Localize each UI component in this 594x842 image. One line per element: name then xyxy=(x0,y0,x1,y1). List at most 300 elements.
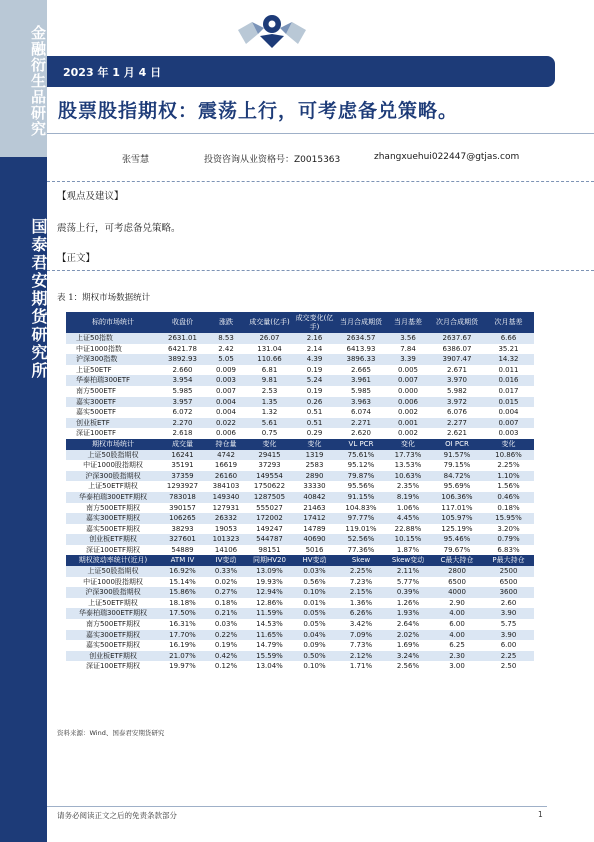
table-cell: 6.00 xyxy=(431,619,483,630)
column-header: 期权波动率统计(近月) xyxy=(66,555,160,566)
table-cell: 0.011 xyxy=(483,365,534,376)
table-cell: 3.961 xyxy=(337,375,385,386)
table-cell: 16.19% xyxy=(160,640,205,651)
table-cell: 0.46% xyxy=(483,492,534,503)
column-header: 期权市场统计 xyxy=(66,439,160,450)
table-cell: 4.00 xyxy=(431,630,483,641)
table-row xyxy=(66,619,534,630)
table-cell: 0.022 xyxy=(205,418,247,429)
table-cell: 5.985 xyxy=(337,386,385,397)
column-header: 成交量(亿手) xyxy=(247,312,292,333)
table-cell: 7.09% xyxy=(337,630,385,641)
column-header: OI PCR xyxy=(431,439,483,450)
table-cell: 0.75 xyxy=(247,428,292,439)
table-cell: 95.46% xyxy=(431,534,483,545)
table-cell: 17.50% xyxy=(160,608,205,619)
row-label: 上证50ETF期权 xyxy=(66,598,160,609)
table-cell: 2800 xyxy=(431,566,483,577)
table-row xyxy=(66,503,534,514)
column-header: HV变动 xyxy=(292,555,337,566)
table-cell: 119.01% xyxy=(337,524,385,535)
table-cell: 4.39 xyxy=(292,354,337,365)
table-cell: 3907.47 xyxy=(431,354,483,365)
table-cell: 18.18% xyxy=(160,598,205,609)
table-cell: 0.19% xyxy=(205,640,247,651)
table-cell: 172002 xyxy=(247,513,292,524)
table-cell: 4000 xyxy=(431,587,483,598)
options-data-table xyxy=(66,312,534,672)
table-cell: 0.19 xyxy=(292,386,337,397)
table-row xyxy=(66,577,534,588)
table-cell: 8.53 xyxy=(205,333,247,344)
table-cell: 19.93% xyxy=(247,577,292,588)
table-row xyxy=(66,598,534,609)
table-cell: 15.86% xyxy=(160,587,205,598)
table-row xyxy=(66,354,534,365)
table-cell: 16619 xyxy=(205,460,247,471)
table-cell: 544787 xyxy=(247,534,292,545)
table-cell: 2.42 xyxy=(205,344,247,355)
column-header: 标的市场统计 xyxy=(66,312,160,333)
row-label: 嘉实500ETF期权 xyxy=(66,524,160,535)
table-cell: 7.23% xyxy=(337,577,385,588)
table-row xyxy=(66,481,534,492)
table-cell: 0.007 xyxy=(483,418,534,429)
table-cell: 2583 xyxy=(292,460,337,471)
table-cell: 127931 xyxy=(205,503,247,514)
table-cell: 783018 xyxy=(160,492,205,503)
sidebar xyxy=(0,0,47,842)
table-row xyxy=(66,471,534,482)
table-row xyxy=(66,397,534,408)
table-cell: 2.618 xyxy=(160,428,205,439)
column-header: IV变动 xyxy=(205,555,247,566)
column-header: C最大持仓 xyxy=(431,555,483,566)
table-cell: 5.985 xyxy=(160,386,205,397)
table-cell: 37359 xyxy=(160,471,205,482)
table-cell: 5.77% xyxy=(385,577,431,588)
table-cell: 1319 xyxy=(292,450,337,461)
table-cell: 40842 xyxy=(292,492,337,503)
table-cell: 2637.67 xyxy=(431,333,483,344)
table-cell: 3.970 xyxy=(431,375,483,386)
column-header: 持仓量 xyxy=(205,439,247,450)
table-cell: 1.71% xyxy=(337,661,385,672)
table-cell: 0.016 xyxy=(483,375,534,386)
table-cell: 0.006 xyxy=(385,397,431,408)
table-cell: 5.24 xyxy=(292,375,337,386)
row-label: 嘉实500ETF期权 xyxy=(66,640,160,651)
table-cell: 2.53 xyxy=(247,386,292,397)
table-cell: 0.03% xyxy=(292,566,337,577)
table-cell: 6.83% xyxy=(483,545,534,556)
table-cell: 6.26% xyxy=(337,608,385,619)
table-row xyxy=(66,587,534,598)
section-divider xyxy=(47,270,594,271)
table-cell: 97.77% xyxy=(337,513,385,524)
table-cell: 0.000 xyxy=(385,386,431,397)
table-cell: 75.61% xyxy=(337,450,385,461)
table-cell: 15.59% xyxy=(247,651,292,662)
table-cell: 1.56% xyxy=(483,481,534,492)
table-row xyxy=(66,428,534,439)
table-cell: 2.271 xyxy=(337,418,385,429)
column-header: 次月基差 xyxy=(483,312,534,333)
table-cell: 0.26 xyxy=(292,397,337,408)
table-cell: 26160 xyxy=(205,471,247,482)
table-cell: 6386.07 xyxy=(431,344,483,355)
table-cell: 6421.78 xyxy=(160,344,205,355)
table-cell: 13.04% xyxy=(247,661,292,672)
table-header-row xyxy=(66,439,534,450)
table-cell: 14.32 xyxy=(483,354,534,365)
table-cell: 84.72% xyxy=(431,471,483,482)
title-divider xyxy=(47,133,594,134)
table-cell: 21463 xyxy=(292,503,337,514)
row-label: 深证100ETF期权 xyxy=(66,545,160,556)
table-cell: 54889 xyxy=(160,545,205,556)
table-cell: 1.69% xyxy=(385,640,431,651)
row-label: 沪深300指数 xyxy=(66,354,160,365)
table-cell: 3.972 xyxy=(431,397,483,408)
table-cell: 79.15% xyxy=(431,460,483,471)
table-cell: 0.005 xyxy=(385,365,431,376)
table-cell: 2.56% xyxy=(385,661,431,672)
table-cell: 384103 xyxy=(205,481,247,492)
table-cell: 19.97% xyxy=(160,661,205,672)
table-cell: 327601 xyxy=(160,534,205,545)
table-cell: 3.963 xyxy=(337,397,385,408)
table-cell: 2.621 xyxy=(431,428,483,439)
page-number: 1 xyxy=(538,810,543,819)
report-date: 2023 年 1 月 4 日 xyxy=(63,66,162,79)
footer-divider xyxy=(47,806,547,807)
table-cell: 5.05 xyxy=(205,354,247,365)
author-email[interactable]: zhangxuehui022447@gtjas.com xyxy=(374,152,520,162)
table-cell: 14106 xyxy=(205,545,247,556)
table-cell: 2.02% xyxy=(385,630,431,641)
row-label: 南方500ETF xyxy=(66,386,160,397)
table-cell: 0.009 xyxy=(205,365,247,376)
table-cell: 0.19 xyxy=(292,365,337,376)
table-cell: 2.277 xyxy=(431,418,483,429)
table-cell: 106265 xyxy=(160,513,205,524)
table-cell: 2.60 xyxy=(483,598,534,609)
table-cell: 117.01% xyxy=(431,503,483,514)
row-label: 嘉实300ETF xyxy=(66,397,160,408)
table-cell: 91.57% xyxy=(431,450,483,461)
table-cell: 1.32 xyxy=(247,407,292,418)
table-row xyxy=(66,460,534,471)
table-cell: 2.665 xyxy=(337,365,385,376)
table-cell: 5.982 xyxy=(431,386,483,397)
table-cell: 2.30 xyxy=(431,651,483,662)
table-cell: 35191 xyxy=(160,460,205,471)
table-cell: 17.73% xyxy=(385,450,431,461)
section-divider xyxy=(47,181,594,182)
page-title: 股票股指期权：震荡上行，可考虑备兑策略。 xyxy=(58,100,459,122)
table-cell: 26.07 xyxy=(247,333,292,344)
table-cell: 149554 xyxy=(247,471,292,482)
row-label: 上证50股指期权 xyxy=(66,450,160,461)
table-cell: 10.63% xyxy=(385,471,431,482)
table-cell: 0.01% xyxy=(292,598,337,609)
table-cell: 11.65% xyxy=(247,630,292,641)
table-cell: 0.05% xyxy=(292,608,337,619)
table-cell: 15.95% xyxy=(483,513,534,524)
table-row xyxy=(66,365,534,376)
table-cell: 2.12% xyxy=(337,651,385,662)
table-cell: 101323 xyxy=(205,534,247,545)
table-row xyxy=(66,524,534,535)
table-cell: 131.04 xyxy=(247,344,292,355)
table-cell: 35.21 xyxy=(483,344,534,355)
row-label: 中证1000指数 xyxy=(66,344,160,355)
row-label: 上证50ETF期权 xyxy=(66,481,160,492)
table-cell: 26332 xyxy=(205,513,247,524)
table-cell: 38293 xyxy=(160,524,205,535)
column-header: P最大持仓 xyxy=(483,555,534,566)
table-row xyxy=(66,344,534,355)
table-cell: 91.15% xyxy=(337,492,385,503)
table-cell: 3.20% xyxy=(483,524,534,535)
table-cell: 7.73% xyxy=(337,640,385,651)
table-cell: 0.18% xyxy=(205,598,247,609)
table-cell: 0.004 xyxy=(205,397,247,408)
author-name: 张雪慧 xyxy=(122,155,150,165)
table-cell: 105.97% xyxy=(431,513,483,524)
column-header: 当月基差 xyxy=(385,312,431,333)
table-cell: 0.10% xyxy=(292,661,337,672)
row-label: 沪深300股指期权 xyxy=(66,587,160,598)
table-cell: 6413.93 xyxy=(337,344,385,355)
table-cell: 4.45% xyxy=(385,513,431,524)
table-cell: 0.21% xyxy=(205,608,247,619)
table-cell: 3892.93 xyxy=(160,354,205,365)
table-cell: 14.53% xyxy=(247,619,292,630)
table-cell: 0.22% xyxy=(205,630,247,641)
table-cell: 0.003 xyxy=(483,428,534,439)
column-header: 成交量 xyxy=(160,439,205,450)
table-row xyxy=(66,608,534,619)
column-header: ATM IV xyxy=(160,555,205,566)
table-cell: 2.16 xyxy=(292,333,337,344)
table-cell: 77.36% xyxy=(337,545,385,556)
author-license: 投资咨询从业资格号：Z0015363 xyxy=(204,155,341,165)
table-cell: 98151 xyxy=(247,545,292,556)
table-row xyxy=(66,661,534,672)
table-cell: 6.00 xyxy=(483,640,534,651)
table-cell: 2.11% xyxy=(385,566,431,577)
table-cell: 149247 xyxy=(247,524,292,535)
table-cell: 0.03% xyxy=(205,619,247,630)
table-cell: 52.56% xyxy=(337,534,385,545)
table-cell: 3.56 xyxy=(385,333,431,344)
table-cell: 3.90 xyxy=(483,630,534,641)
table-cell: 0.001 xyxy=(385,418,431,429)
row-label: 嘉实300ETF期权 xyxy=(66,513,160,524)
table-cell: 9.81 xyxy=(247,375,292,386)
table-cell: 21.07% xyxy=(160,651,205,662)
table-row xyxy=(66,534,534,545)
table-cell: 2.25 xyxy=(483,651,534,662)
row-label: 上证50指数 xyxy=(66,333,160,344)
source-note: 资料来源：Wind、国泰君安期货研究 xyxy=(57,729,165,737)
table-cell: 6.072 xyxy=(160,407,205,418)
body-heading: 【正文】 xyxy=(57,253,96,264)
table-cell: 1293927 xyxy=(160,481,205,492)
table-cell: 0.006 xyxy=(205,428,247,439)
table-cell: 0.42% xyxy=(205,651,247,662)
table-cell: 2.620 xyxy=(337,428,385,439)
table-cell: 1287505 xyxy=(247,492,292,503)
table-cell: 10.15% xyxy=(385,534,431,545)
table-row xyxy=(66,651,534,662)
views-heading: 【观点及建议】 xyxy=(57,191,124,202)
table-cell: 3.957 xyxy=(160,397,205,408)
table-cell: 6.66 xyxy=(483,333,534,344)
table-cell: 2.671 xyxy=(431,365,483,376)
table-row xyxy=(66,407,534,418)
table-row xyxy=(66,375,534,386)
table-cell: 1.93% xyxy=(385,608,431,619)
table-cell: 8.19% xyxy=(385,492,431,503)
table-cell: 1750622 xyxy=(247,481,292,492)
column-header: 变化 xyxy=(385,439,431,450)
column-header: 成交变化(亿手) xyxy=(292,312,337,333)
table-cell: 390157 xyxy=(160,503,205,514)
table-cell: 106.36% xyxy=(431,492,483,503)
column-header: 当月合成期货 xyxy=(337,312,385,333)
table-cell: 2.660 xyxy=(160,365,205,376)
table-cell: 5.75 xyxy=(483,619,534,630)
table-cell: 5016 xyxy=(292,545,337,556)
table-cell: 22.88% xyxy=(385,524,431,535)
table-cell: 0.51 xyxy=(292,418,337,429)
table-cell: 17.70% xyxy=(160,630,205,641)
table-cell: 3.39 xyxy=(385,354,431,365)
column-header: 涨跌 xyxy=(205,312,247,333)
table-cell: 0.56% xyxy=(292,577,337,588)
table-cell: 0.05% xyxy=(292,619,337,630)
table-row xyxy=(66,386,534,397)
table-cell: 37293 xyxy=(247,460,292,471)
table-cell: 2.35% xyxy=(385,481,431,492)
table-header-row xyxy=(66,555,534,566)
table-cell: 2.15% xyxy=(337,587,385,598)
table-cell: 16.31% xyxy=(160,619,205,630)
row-label: 深证100ETF期权 xyxy=(66,661,160,672)
table-cell: 2.50 xyxy=(483,661,534,672)
table-cell: 3.954 xyxy=(160,375,205,386)
row-label: 沪深300股指期权 xyxy=(66,471,160,482)
table-cell: 1.26% xyxy=(385,598,431,609)
column-header: 变化 xyxy=(483,439,534,450)
table-cell: 149340 xyxy=(205,492,247,503)
table-cell: 0.79% xyxy=(483,534,534,545)
table-cell: 3600 xyxy=(483,587,534,598)
row-label: 创业板ETF xyxy=(66,418,160,429)
table-row xyxy=(66,566,534,577)
column-header: VL PCR xyxy=(337,439,385,450)
row-label: 嘉实500ETF xyxy=(66,407,160,418)
column-header: 变化 xyxy=(247,439,292,450)
table-cell: 1.87% xyxy=(385,545,431,556)
sidebar-category-label: 金融衍生品研究 xyxy=(29,25,47,137)
table-cell: 2890 xyxy=(292,471,337,482)
table-cell: 4.00 xyxy=(431,608,483,619)
table-cell: 2.64% xyxy=(385,619,431,630)
table-cell: 13.09% xyxy=(247,566,292,577)
table-cell: 0.51 xyxy=(292,407,337,418)
table-cell: 5.61 xyxy=(247,418,292,429)
table-cell: 1.36% xyxy=(337,598,385,609)
footer-disclaimer: 请务必阅读正文之后的免责条款部分 xyxy=(57,811,177,820)
table-cell: 0.015 xyxy=(483,397,534,408)
table-cell: 3896.33 xyxy=(337,354,385,365)
row-label: 华泰柏瑞300ETF xyxy=(66,375,160,386)
table-cell: 0.007 xyxy=(385,375,431,386)
table-cell: 3.24% xyxy=(385,651,431,662)
table-header-row xyxy=(66,312,534,333)
table-cell: 6.074 xyxy=(337,407,385,418)
table-cell: 0.017 xyxy=(483,386,534,397)
table-cell: 0.004 xyxy=(205,407,247,418)
row-label: 华泰柏瑞300ETF期权 xyxy=(66,492,160,503)
row-label: 嘉实300ETF期权 xyxy=(66,630,160,641)
table-cell: 95.69% xyxy=(431,481,483,492)
table-cell: 14789 xyxy=(292,524,337,535)
table-cell: 15.14% xyxy=(160,577,205,588)
table-cell: 0.39% xyxy=(385,587,431,598)
row-label: 创业板ETF期权 xyxy=(66,534,160,545)
sidebar-institute-label: 国泰君安期货研究所 xyxy=(29,218,48,380)
table-cell: 14.79% xyxy=(247,640,292,651)
row-label: 上证50股指期权 xyxy=(66,566,160,577)
row-label: 南方500ETF期权 xyxy=(66,503,160,514)
table-cell: 0.10% xyxy=(292,587,337,598)
table-cell: 2.25% xyxy=(337,566,385,577)
table-cell: 0.29 xyxy=(292,428,337,439)
table-cell: 6.076 xyxy=(431,407,483,418)
table-caption: 表 1：期权市场数据统计 xyxy=(57,293,151,303)
table-cell: 2.25% xyxy=(483,460,534,471)
table-cell: 2500 xyxy=(483,566,534,577)
column-header: 同期HV20 xyxy=(247,555,292,566)
table-cell: 0.002 xyxy=(385,428,431,439)
table-cell: 6.25 xyxy=(431,640,483,651)
table-cell: 6.81 xyxy=(247,365,292,376)
column-header: Skew xyxy=(337,555,385,566)
table-cell: 2.14 xyxy=(292,344,337,355)
table-cell: 104.83% xyxy=(337,503,385,514)
table-cell: 2.270 xyxy=(160,418,205,429)
table-row xyxy=(66,450,534,461)
table-cell: 3.90 xyxy=(483,608,534,619)
table-cell: 0.004 xyxy=(483,407,534,418)
date-bar xyxy=(47,56,555,87)
table-cell: 95.56% xyxy=(337,481,385,492)
table-cell: 19053 xyxy=(205,524,247,535)
table-cell: 11.59% xyxy=(247,608,292,619)
table-cell: 40690 xyxy=(292,534,337,545)
table-cell: 2634.57 xyxy=(337,333,385,344)
table-cell: 16241 xyxy=(160,450,205,461)
table-cell: 0.18% xyxy=(483,503,534,514)
table-cell: 79.87% xyxy=(337,471,385,482)
table-cell: 33330 xyxy=(292,481,337,492)
table-cell: 13.53% xyxy=(385,460,431,471)
